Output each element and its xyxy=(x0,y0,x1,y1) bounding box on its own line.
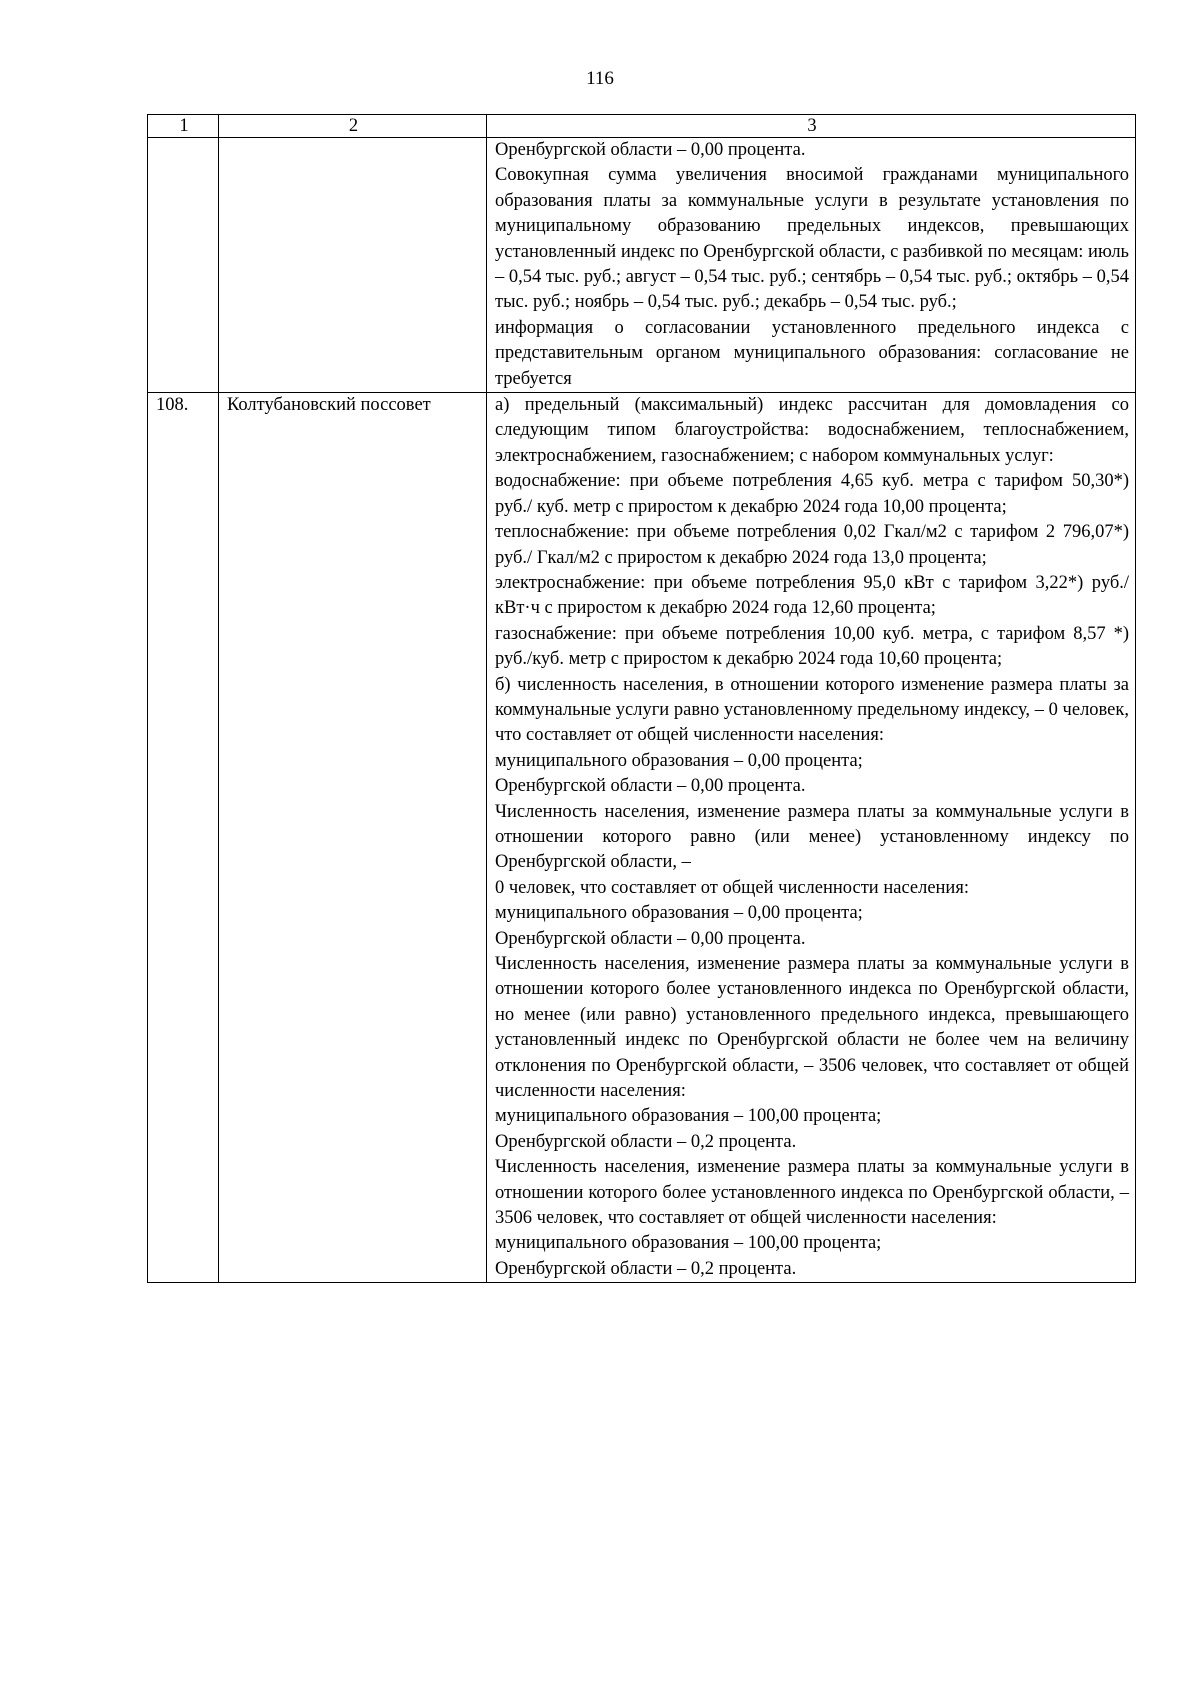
table-row xyxy=(148,138,1136,393)
paragraph: теплоснабжение: при объеме потребления 0,02 Гкал/м2 с тарифом 2 796,07*) руб./ Гкал/м2 с приростом к декабрю 2024 года 13,0 процента; xyxy=(495,522,1129,568)
paragraph: газоснабжение: при объеме потребления 10,00 куб. метра, с тарифом 8,57 *) руб./куб. метр с приростом к декабрю 2024 года 10,60 процента; xyxy=(495,623,1129,670)
column-header-2: 2 xyxy=(219,115,487,138)
paragraph: муниципального образования – 0,00 процента; xyxy=(495,750,863,771)
table-header-row xyxy=(148,115,1136,138)
paragraph: электроснабжение: при объеме потребления 95,0 кВт с тарифом 3,22*) руб./кВт·ч с приростом к декабрю 2024 года 12,60 процента; xyxy=(495,572,1129,619)
column-header-3: 3 xyxy=(487,115,1136,138)
paragraph: муниципального образования – 0,00 процента; xyxy=(495,903,863,924)
document-table xyxy=(147,114,1136,1283)
paragraph: водоснабжение: при объеме потребления 4,65 куб. метра с тарифом 50,30*) руб./ куб. метр с приростом к декабрю 2024 года 10,00 процента; xyxy=(495,471,1129,517)
paragraph: муниципального образования – 100,00 процента; xyxy=(495,1233,882,1254)
row-number xyxy=(148,138,219,393)
municipality-name: Колтубановский поссовет xyxy=(219,393,487,1283)
paragraph: б) численность населения, в отношении которого изменение размера платы за коммунальные услуги равно установленному предельному индексу, – 0 человек, что составляет от общей численности населения: xyxy=(495,674,1129,746)
table-row xyxy=(148,393,1136,1283)
paragraph: муниципального образования – 100,00 процента; xyxy=(495,1106,882,1127)
paragraph: 0 человек, что составляет от общей численности населения: xyxy=(495,877,969,898)
paragraph: Оренбургской области – 0,2 процента. xyxy=(495,1131,797,1152)
paragraph: Численность населения, изменение размера платы за коммунальные услуги в отношении которого более установленного индекса по Оренбургской области, но менее (или равно) установленного предельного индекса, превышающего установленный индекс по Оренбургской области не более чем на величину отклонения по Оренбургской области, – 3506 человек, что составляет от общей численности населения: xyxy=(495,954,1129,1102)
paragraph: а) предельный (максимальный) индекс рассчитан для домовладения со следующим типом благоустройства: водоснабжением, теплоснабжением, электроснабжением, газоснабжением; с набором коммунальных услуг: xyxy=(495,395,1129,466)
paragraph: Оренбургской области – 0,00 процента. xyxy=(495,140,806,160)
row-content xyxy=(487,138,1136,393)
paragraph: Совокупная сумма увеличения вносимой гражданами муниципального образования платы за коммунальные услуги в результате установления по муниципальному образованию предельных индексов, превышающих установленный индекс по Оренбургской области, с разбивкой по месяцам: июль – 0,54 тыс. руб.; август – 0,54 тыс. руб.; сентябрь – 0,54 тыс. руб.; октябрь – 0,54 тыс. руб.; ноябрь – 0,54 тыс. руб.; декабрь – 0,54 тыс. руб.; xyxy=(495,165,1129,313)
paragraph: Оренбургской области – 0,00 процента. xyxy=(495,776,806,797)
paragraph: Оренбургской области – 0,2 процента. xyxy=(495,1258,797,1279)
column-header-1: 1 xyxy=(148,115,219,138)
municipality-name xyxy=(219,138,487,393)
row-number: 108. xyxy=(148,393,219,1283)
paragraph: Численность населения, изменение размера платы за коммунальные услуги в отношении которого более установленного индекса по Оренбургской области, – 3506 человек, что составляет от общей численности населения: xyxy=(495,1157,1129,1229)
page-number: 116 xyxy=(586,68,614,89)
paragraph: Оренбургской области – 0,00 процента. xyxy=(495,928,806,949)
paragraph: Численность населения, изменение размера платы за коммунальные услуги в отношении которого равно (или менее) установленному индексу по Оренбургской области, – xyxy=(495,801,1129,873)
row-content xyxy=(487,393,1136,1283)
paragraph: информация о согласовании установленного предельного индекса с представительным органом муниципального образования: согласование не требуется xyxy=(495,317,1129,389)
